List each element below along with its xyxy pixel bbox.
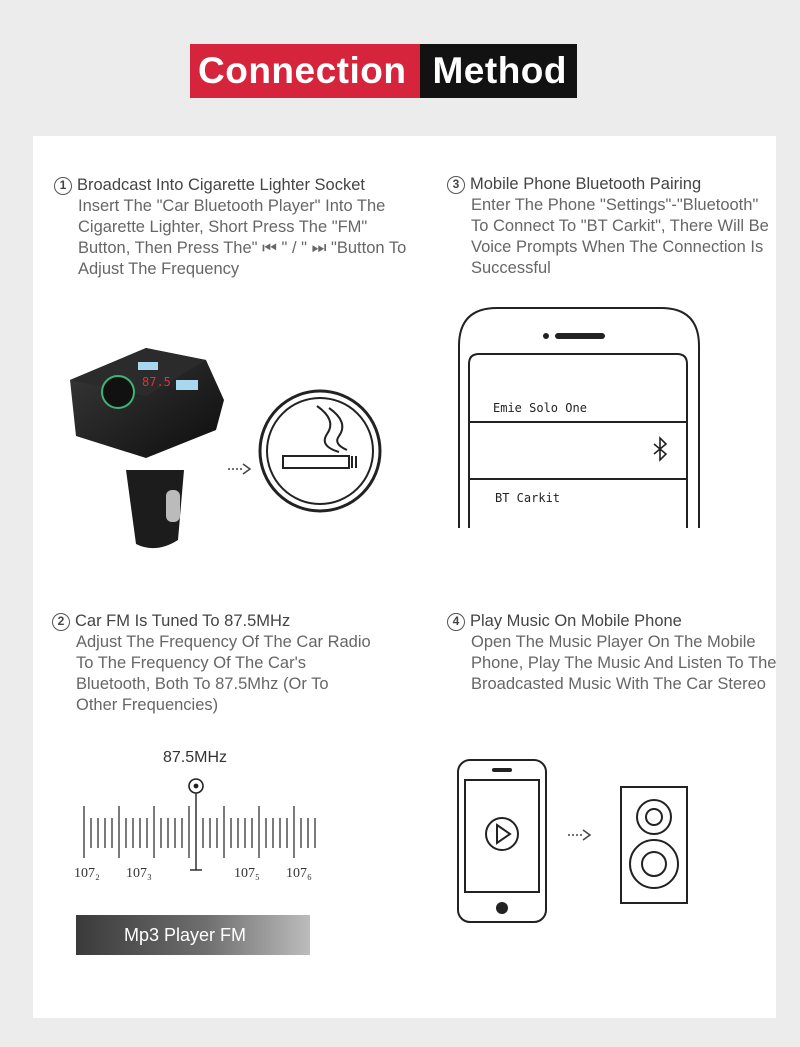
cigarette-icon xyxy=(257,388,383,514)
phone-bluetooth-list xyxy=(457,306,701,530)
step-number: 4 xyxy=(447,613,465,631)
tuner-scale xyxy=(70,774,330,884)
step-1 xyxy=(54,175,414,280)
phone-music-player xyxy=(456,758,548,924)
step-body: Enter The Phone "Settings"-"Bluetooth" To Connect To "BT Carkit", There Will Be Voice Prompts When The Connection Is Successful xyxy=(471,196,769,277)
step-number: 2 xyxy=(52,613,70,631)
step-heading: Broadcast Into Cigarette Lighter Socket xyxy=(77,176,365,194)
step-body: Open The Music Player On The Mobile Phone, Play The Music And Listen To The Broadcasted Music With The Car Stereo xyxy=(471,633,777,693)
play-icon xyxy=(486,818,518,850)
tick-label: 107₂ xyxy=(74,866,100,881)
step-body: Adjust The Frequency Of The Car Radio To The Frequency Of The Car's Bluetooth, Both To 87.5Mhz (Or To Other Frequencies) xyxy=(76,633,371,714)
car-charger-image xyxy=(66,340,246,555)
title-banner xyxy=(190,44,577,98)
title-part2: Method xyxy=(420,44,577,98)
mp3-player-fm-label: Mp3 Player FM xyxy=(76,915,310,955)
tick-label: 107₆ xyxy=(286,866,312,881)
step-heading: Mobile Phone Bluetooth Pairing xyxy=(470,175,702,193)
svg-text:87.5: 87.5 xyxy=(142,375,171,389)
device-emie: Emie Solo One xyxy=(493,401,587,415)
title-part1: Connection xyxy=(190,44,420,98)
step-number: 3 xyxy=(447,176,465,194)
dotted-arrow-icon xyxy=(226,461,254,477)
tick-label: 107₅ xyxy=(234,866,260,881)
step-heading: Car FM Is Tuned To 87.5MHz xyxy=(75,612,291,630)
step-heading: Play Music On Mobile Phone xyxy=(470,612,682,630)
tuner-frequency: 87.5MHz xyxy=(163,749,228,766)
tick-label: 107₃ xyxy=(126,866,152,881)
step-3 xyxy=(447,174,777,279)
dotted-arrow-icon xyxy=(566,827,594,843)
step-body: Insert The "Car Bluetooth Player" Into The Cigarette Lighter, Short Press The "FM" Button, Then Press The" ⏮ " / " ⏭ "Button To Adjust The Frequency xyxy=(78,197,407,278)
step-number: 1 xyxy=(54,177,72,195)
step-2 xyxy=(52,611,372,716)
step-4 xyxy=(447,611,777,695)
device-bt-carkit: BT Carkit xyxy=(495,491,561,505)
speaker-icon xyxy=(619,785,691,907)
